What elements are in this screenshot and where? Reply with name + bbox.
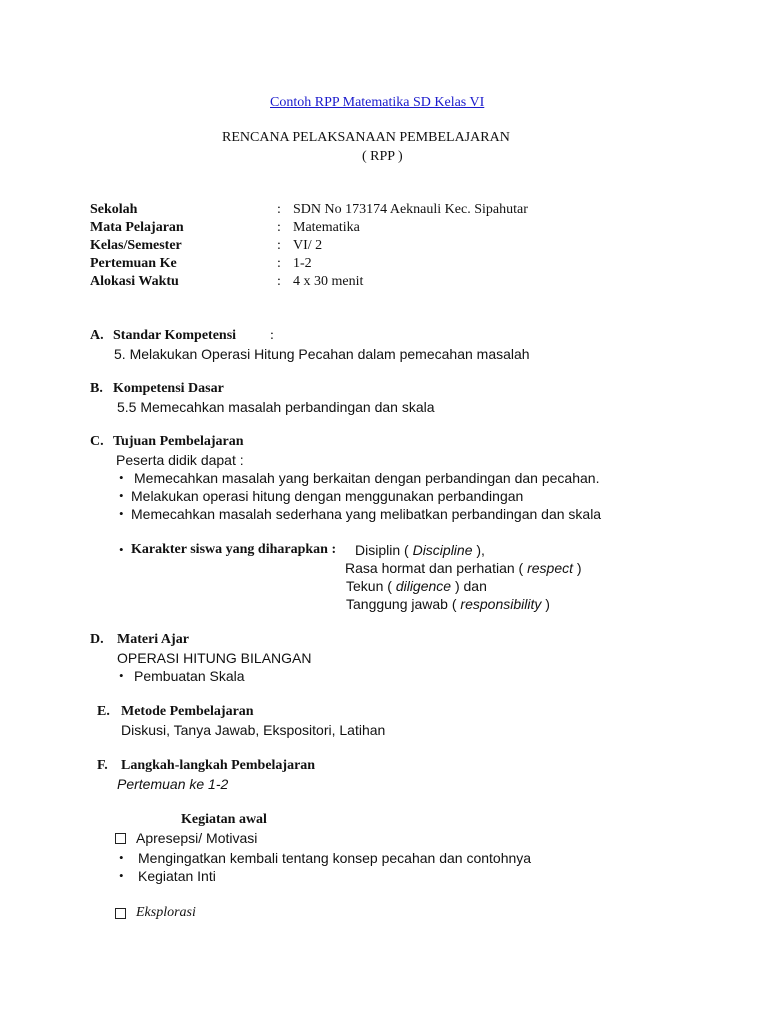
section-heading: Tujuan Pembelajaran	[113, 434, 244, 449]
karakter-pre: Tanggung jawab (	[346, 596, 457, 612]
identity-label: Mata Pelajaran	[90, 220, 184, 235]
karakter-item	[346, 577, 487, 595]
karakter-pre: Tekun (	[346, 578, 392, 594]
identity-value: SDN No 173174 Aeknauli Kec. Sipahutar	[293, 202, 528, 217]
identity-label: Pertemuan Ke	[90, 256, 177, 271]
bullet-icon: •	[119, 850, 124, 865]
bullet-icon: •	[119, 668, 124, 683]
kegiatan-awal-heading: Kegiatan awal	[181, 812, 267, 827]
bullet-icon: •	[119, 470, 124, 485]
section-letter: D.	[90, 632, 104, 647]
section-heading: Metode Pembelajaran	[121, 704, 254, 719]
karakter-post: )	[545, 596, 550, 612]
list-item: Apresepsi/ Motivasi	[136, 830, 258, 846]
karakter-term: responsibility	[460, 596, 542, 612]
meeting-label: Pertemuan ke 1-2	[117, 776, 229, 792]
doc-subtitle: ( RPP )	[362, 149, 403, 164]
bullet-icon: •	[119, 542, 124, 557]
bullet-icon: •	[119, 488, 124, 503]
identity-separator: :	[277, 256, 281, 271]
section-text: 5. Melakukan Operasi Hitung Pecahan dalam pemecahan masalah	[114, 346, 530, 362]
section-letter: E.	[97, 704, 110, 719]
identity-label: Sekolah	[90, 202, 138, 217]
section-heading: Standar Kompetensi	[113, 328, 237, 343]
identity-value: 4 x 30 menit	[293, 274, 364, 289]
section-text: 5.5 Memecahkan masalah perbandingan dan skala	[117, 399, 435, 415]
karakter-item	[346, 595, 550, 613]
section-intro: Peserta didik dapat :	[116, 452, 244, 468]
list-item: Eksplorasi	[136, 905, 196, 920]
karakter-post: ) dan	[454, 578, 487, 594]
karakter-item	[355, 541, 485, 559]
karakter-term: Discipline	[412, 542, 473, 558]
doc-link-title[interactable]: Contoh RPP Matematika SD Kelas VI	[270, 95, 485, 110]
list-item: Kegiatan Inti	[138, 868, 216, 884]
karakter-pre: Disiplin (	[355, 542, 409, 558]
section-heading: Langkah-langkah Pembelajaran	[121, 758, 316, 773]
section-text: Diskusi, Tanya Jawab, Ekspositori, Latihan	[121, 722, 386, 738]
checkbox-icon	[115, 833, 126, 844]
karakter-post: ),	[476, 542, 485, 558]
section-letter: A.	[90, 328, 104, 343]
list-item: Melakukan operasi hitung dengan menggunakan perbandingan	[131, 488, 524, 504]
section-heading: Materi Ajar	[117, 632, 189, 647]
bullet-icon: •	[119, 868, 124, 883]
checkbox-icon	[115, 908, 126, 919]
karakter-term: respect	[527, 560, 574, 576]
section-heading: Kompetensi Dasar	[113, 381, 224, 396]
identity-separator: :	[277, 202, 281, 217]
karakter-label: Karakter siswa yang diharapkan :	[131, 542, 337, 557]
bullet-icon: •	[119, 506, 124, 521]
identity-separator: :	[277, 274, 281, 289]
identity-label: Alokasi Waktu	[90, 274, 179, 289]
identity-value: 1-2	[293, 256, 312, 271]
section-colon: :	[270, 328, 274, 343]
doc-title: RENCANA PELAKSANAAN PEMBELAJARAN	[222, 130, 510, 145]
list-item: Memecahkan masalah sederhana yang melibatkan perbandingan dan skala	[131, 506, 602, 522]
section-letter: C.	[90, 434, 104, 449]
karakter-post: )	[576, 560, 582, 576]
list-item: Pembuatan Skala	[134, 668, 245, 684]
karakter-pre: Rasa hormat dan perhatian (	[345, 560, 524, 576]
identity-label: Kelas/Semester	[90, 238, 182, 253]
identity-value: Matematika	[293, 220, 360, 235]
list-item: Mengingatkan kembali tentang konsep pecahan dan contohnya	[138, 850, 532, 866]
list-item: Memecahkan masalah yang berkaitan dengan perbandingan dan pecahan.	[134, 470, 600, 486]
identity-value: VI/ 2	[293, 238, 323, 253]
karakter-item	[345, 559, 582, 577]
identity-separator: :	[277, 220, 281, 235]
identity-separator: :	[277, 238, 281, 253]
section-letter: F.	[97, 758, 108, 773]
section-letter: B.	[90, 381, 103, 396]
karakter-term: diligence	[395, 578, 452, 594]
section-topic: OPERASI HITUNG BILANGAN	[117, 650, 312, 666]
